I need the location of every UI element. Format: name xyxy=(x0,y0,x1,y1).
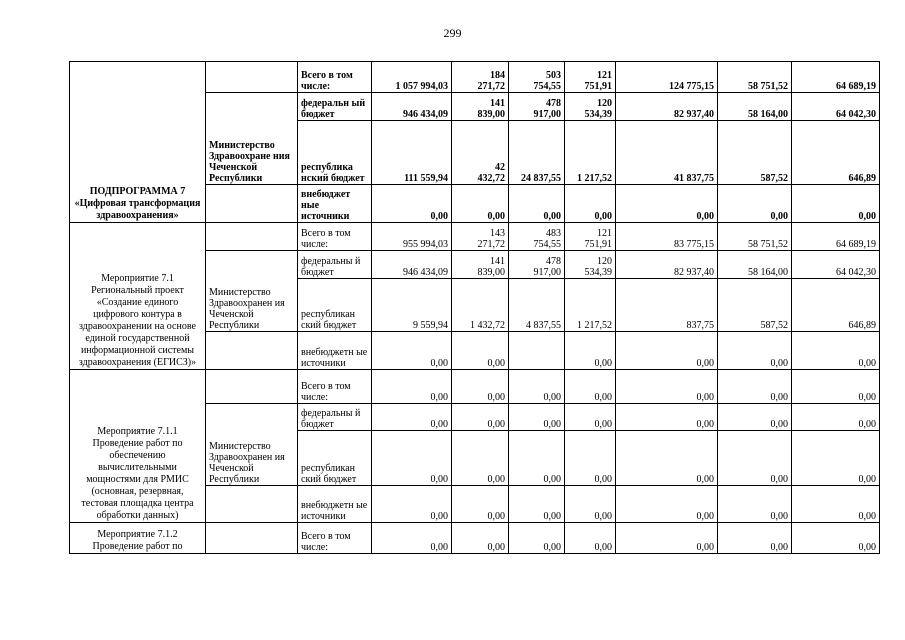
amount-cell: 82 937,40 xyxy=(616,251,718,279)
amount-cell: 1 057 994,03 xyxy=(372,62,452,93)
amount-cell: 646,89 xyxy=(792,279,880,332)
amount-cell: 58 751,52 xyxy=(718,62,792,93)
amount-cell: 0,00 xyxy=(372,404,452,431)
amount-cell: 0,00 xyxy=(372,332,452,370)
amount-cell: 0,00 xyxy=(452,332,509,370)
executor-empty-cell xyxy=(206,62,298,93)
amount-cell: 124 775,15 xyxy=(616,62,718,93)
executor-empty-cell xyxy=(206,185,298,223)
amount-cell: 0,00 xyxy=(509,185,565,223)
amount-cell: 0,00 xyxy=(452,404,509,431)
amount-cell: 121 751,91 xyxy=(565,223,616,251)
funding-source-cell: федеральн ый бюджет xyxy=(298,93,372,121)
amount-cell: 0,00 xyxy=(565,370,616,404)
amount-cell: 0,00 xyxy=(452,370,509,404)
program-name-cell: Мероприятие 7.1.2 Проведение работ по xyxy=(70,523,206,554)
funding-source-cell: внебюджетн ые источники xyxy=(298,486,372,523)
amount-cell: 587,52 xyxy=(718,121,792,185)
amount-cell: 0,00 xyxy=(372,185,452,223)
funding-source-cell: Всего в том числе: xyxy=(298,523,372,554)
executor-cell: Министерство Здравоохранен ия Чеченской Республики xyxy=(206,404,298,486)
funding-source-cell: Всего в том числе: xyxy=(298,223,372,251)
funding-source-cell: республикан ский бюджет xyxy=(298,279,372,332)
amount-cell: 1 217,52 xyxy=(565,279,616,332)
table-row xyxy=(70,223,880,251)
executor-empty-cell xyxy=(206,523,298,554)
amount-cell: 64 689,19 xyxy=(792,223,880,251)
program-name-cell: ПОДПРОГРАММА 7 «Цифровая трансформация здравоохранения» xyxy=(70,62,206,223)
executor-empty-cell xyxy=(206,486,298,523)
executor-empty-cell xyxy=(206,223,298,251)
amount-cell: 0,00 xyxy=(509,523,565,554)
executor-empty-cell xyxy=(206,332,298,370)
amount-cell: 141 839,00 xyxy=(452,93,509,121)
amount-cell: 42 432,72 xyxy=(452,121,509,185)
amount-cell: 646,89 xyxy=(792,121,880,185)
amount-cell: 0,00 xyxy=(565,523,616,554)
amount-cell: 9 559,94 xyxy=(372,279,452,332)
amount-cell: 0,00 xyxy=(452,523,509,554)
table-row xyxy=(70,523,880,554)
amount-cell: 0,00 xyxy=(565,404,616,431)
amount-cell: 64 689,19 xyxy=(792,62,880,93)
amount-cell: 64 042,30 xyxy=(792,93,880,121)
page-number: 299 xyxy=(443,26,462,40)
program-name-cell: Мероприятие 7.1.1 Проведение работ по обеспечению вычислительными мощностями для РМИС (основная, резервная, тестовая площадка центра обработки данных) xyxy=(70,370,206,523)
amount-cell: 0,00 xyxy=(616,370,718,404)
executor-cell: Министерство Здравоохране ния Чеченской Республики xyxy=(206,93,298,185)
amount-cell: 0,00 xyxy=(792,185,880,223)
amount-cell: 58 164,00 xyxy=(718,251,792,279)
amount-cell: 0,00 xyxy=(565,185,616,223)
funding-source-cell: республикан ский бюджет xyxy=(298,431,372,486)
amount-cell: 0,00 xyxy=(616,486,718,523)
amount-cell: 0,00 xyxy=(718,332,792,370)
amount-cell: 0,00 xyxy=(565,431,616,486)
amount-cell: 0,00 xyxy=(616,523,718,554)
amount-cell: 58 164,00 xyxy=(718,93,792,121)
amount-cell: 483 754,55 xyxy=(509,223,565,251)
amount-cell: 0,00 xyxy=(509,370,565,404)
amount-cell: 587,52 xyxy=(718,279,792,332)
amount-cell: 946 434,09 xyxy=(372,93,452,121)
amount-cell: 0,00 xyxy=(718,523,792,554)
amount-cell: 0,00 xyxy=(616,404,718,431)
amount-cell: 0,00 xyxy=(718,185,792,223)
amount-cell: 184 271,72 xyxy=(452,62,509,93)
funding-source-cell: Всего в том числе: xyxy=(298,62,372,93)
funding-source-cell: внебюджетн ые источники xyxy=(298,332,372,370)
amount-cell: 0,00 xyxy=(792,431,880,486)
amount-cell: 478 917,00 xyxy=(509,93,565,121)
amount-cell: 64 042,30 xyxy=(792,251,880,279)
amount-cell: 120 534,39 xyxy=(565,251,616,279)
amount-cell: 1 217,52 xyxy=(565,121,616,185)
amount-cell: 0,00 xyxy=(792,370,880,404)
amount-cell: 0,00 xyxy=(616,431,718,486)
amount-cell xyxy=(509,332,565,370)
funding-source-cell: Всего в том числе: xyxy=(298,370,372,404)
amount-cell: 141 839,00 xyxy=(452,251,509,279)
table-body xyxy=(70,62,880,554)
amount-cell: 41 837,75 xyxy=(616,121,718,185)
funding-source-cell: федеральны й бюджет xyxy=(298,251,372,279)
amount-cell: 837,75 xyxy=(616,279,718,332)
amount-cell: 0,00 xyxy=(718,370,792,404)
executor-empty-cell xyxy=(206,370,298,404)
amount-cell: 955 994,03 xyxy=(372,223,452,251)
amount-cell: 0,00 xyxy=(452,431,509,486)
budget-table xyxy=(69,61,880,554)
table-row xyxy=(70,370,880,404)
amount-cell: 0,00 xyxy=(372,523,452,554)
amount-cell: 82 937,40 xyxy=(616,93,718,121)
amount-cell: 0,00 xyxy=(792,523,880,554)
amount-cell: 0,00 xyxy=(718,431,792,486)
amount-cell: 0,00 xyxy=(565,486,616,523)
funding-source-cell: внебюджет ные источники xyxy=(298,185,372,223)
amount-cell: 4 837,55 xyxy=(509,279,565,332)
amount-cell: 0,00 xyxy=(372,486,452,523)
amount-cell: 121 751,91 xyxy=(565,62,616,93)
amount-cell: 58 751,52 xyxy=(718,223,792,251)
amount-cell: 0,00 xyxy=(372,431,452,486)
amount-cell: 111 559,94 xyxy=(372,121,452,185)
amount-cell: 0,00 xyxy=(792,332,880,370)
amount-cell: 83 775,15 xyxy=(616,223,718,251)
table-row xyxy=(70,62,880,93)
funding-source-cell: федеральны й бюджет xyxy=(298,404,372,431)
amount-cell: 120 534,39 xyxy=(565,93,616,121)
amount-cell: 0,00 xyxy=(792,404,880,431)
executor-cell: Министерство Здравоохранен ия Чеченской Республики xyxy=(206,251,298,332)
amount-cell: 143 271,72 xyxy=(452,223,509,251)
amount-cell: 0,00 xyxy=(616,332,718,370)
program-name-cell: Мероприятие 7.1 Региональный проект «Создание единого цифрового контура в здравоохранении на основе единой государственной информационной системы здравоохранения (ЕГИСЗ)» xyxy=(70,223,206,370)
amount-cell: 24 837,55 xyxy=(509,121,565,185)
amount-cell: 0,00 xyxy=(509,404,565,431)
amount-cell: 0,00 xyxy=(452,185,509,223)
amount-cell: 0,00 xyxy=(565,332,616,370)
amount-cell: 0,00 xyxy=(509,486,565,523)
amount-cell: 478 917,00 xyxy=(509,251,565,279)
amount-cell: 0,00 xyxy=(792,486,880,523)
funding-source-cell: республика нский бюджет xyxy=(298,121,372,185)
amount-cell: 1 432,72 xyxy=(452,279,509,332)
amount-cell: 503 754,55 xyxy=(509,62,565,93)
amount-cell: 0,00 xyxy=(452,486,509,523)
amount-cell: 0,00 xyxy=(718,404,792,431)
amount-cell: 0,00 xyxy=(616,185,718,223)
amount-cell: 0,00 xyxy=(718,486,792,523)
amount-cell: 0,00 xyxy=(372,370,452,404)
amount-cell: 0,00 xyxy=(509,431,565,486)
amount-cell: 946 434,09 xyxy=(372,251,452,279)
